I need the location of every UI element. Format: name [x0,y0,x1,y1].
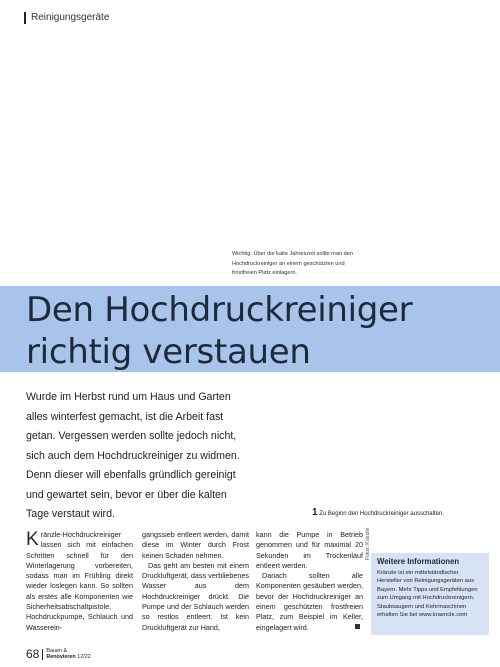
photo-caption: Wichtig: Über die kalte Jahreszeit sollte man den Hochdruckreiniger an einem geschützten und frostfreien Platz einlagern. [232,251,353,276]
lead-line: alles winterfest gemacht, ist die Arbeit fast [26,410,224,423]
drop-cap: K [26,529,39,550]
article-end-mark [355,624,360,629]
magazine-issue: 12/22 [77,654,91,660]
step-caption [312,507,444,518]
lead-line: Wurde im Herbst rund um Haus und Garten [26,391,231,403]
page-number: 68 [26,647,40,661]
lead-line: Tage verstaut wird. [26,508,115,520]
photo-credit: Fotos: Kränzle [365,527,371,560]
info-box-text: Kränzle ist ein mittelständischer Hersteller von Reinigungsgeräten aus Bayern. Mehr Tipps und Empfehlungen zum Umgang mit Hochdruckreinigern, Staubsaugern und Kehrmaschinen erhalten Sie bei www.kraencle.com [377,570,478,619]
article-title-line-2: richtig verstauen [26,332,311,372]
lead-line: sich auch dem Hochdruckreiniger zu widmen. [26,449,240,462]
step-number: 1 [312,507,318,518]
body-text: Danach sollten alle Komponenten gesäubert werden, bevor der Hochdruckreiniger an einem geschützten frostfreien Platz, zum Beispiel im Keller, eingelagert wird. [256,571,363,632]
magazine-name-line-1: Bauen & [46,647,68,654]
info-box-title: Weitere Informationen [377,557,460,566]
page-footer [26,647,91,661]
body-column-1 [26,530,133,633]
info-box [371,553,489,635]
body-column-3 [256,530,363,633]
body-column-2 [142,530,249,633]
magazine-name-line-2: Renovieren [46,654,76,660]
body-text: ränzle-Hochdruckreiniger lassen sich mit einfachen Schritten schnell für den Winterlagerung vorbereiten, sodass man im Frühling direkt wieder loslegen kann. So sollten als erstes alle Komponenten wie Sicherheitsabschaltpistole, Hochdruckpumpe, Schlauch und Wasserein- [26,530,133,632]
step-caption-text: Zu Beginn den Hochdruckreiniger ausschalten. [319,511,444,517]
article-title-line-1: Den Hochdruckreiniger [26,290,413,330]
lead-line: und gewartet sein, bevor er über die kalten [26,488,227,501]
lead-line: getan. Vergessen werden sollte jedoch nicht, [26,430,237,442]
body-text: kann die Pumpe in Betrieb genommen und für maximal 20 Sekunden im Trockenlauf entleert werden. [256,530,363,570]
body-text: gangssieb entleert werden, damit diese im Winter durch Frost keinen Schaden nehmen. [142,530,249,560]
article-photo [0,28,500,283]
magazine-label [46,648,90,660]
section-label: Reinigungsgeräte [24,12,109,24]
lead-line: Denn dieser will ebenfalls gründlich gereinigt [26,469,236,481]
lead-paragraph [26,388,346,525]
footer-divider [42,649,43,660]
body-text: Das geht am besten mit einem Druckluftgerät, dass verbliebenes Wasser aus dem Hochdruckreiniger drückt. Die Pumpe und der Schlauch werden so restlos entleert. Ist kein Druckluftgerät zur Hand, [142,560,249,632]
